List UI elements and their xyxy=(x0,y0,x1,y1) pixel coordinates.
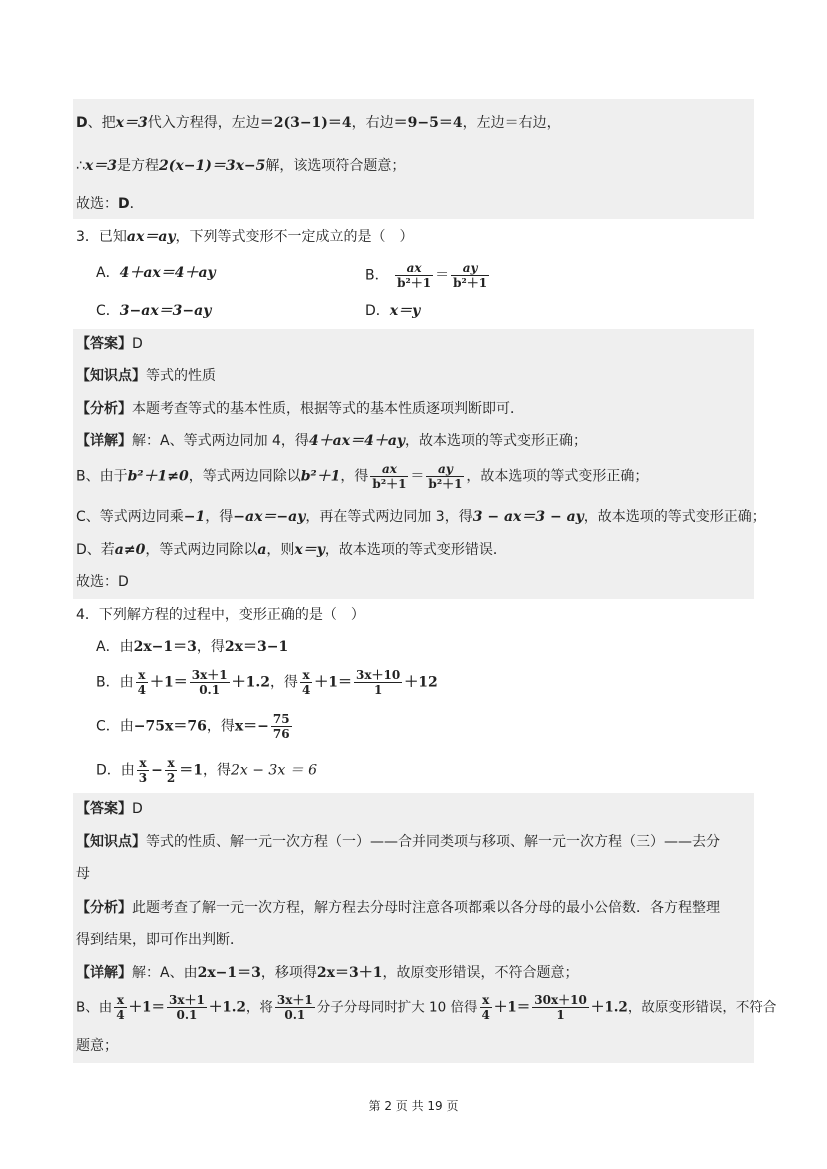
detail-line: 【详解】解：A、等式两边同加 4，得4＋ax＝4＋ay，故本选项的等式变形正确； xyxy=(76,433,588,449)
question-4-stem: 4．下列解方程的过程中，变形正确的是（ ） xyxy=(76,607,365,623)
choose-line: 故选：D xyxy=(76,574,129,590)
answer-line: 【答案】D xyxy=(76,336,143,352)
fraction: $\frac{ay}{\text{b²＋1}}$ xyxy=(428,462,463,491)
fraction: $\frac{ax}{\text{b²＋1}}$ xyxy=(397,261,432,290)
option-c: C．3−ax＝3−ay xyxy=(96,303,212,319)
analysis-line-cont: 得到结果，即可作出判断． xyxy=(76,932,244,948)
detail-line: 【详解】解：A、由2x−1＝3，移项得2x＝3＋1，故原变形错误，不符合题意； xyxy=(76,965,579,981)
page-footer: 第 2 页 共 19 页 xyxy=(368,1099,459,1113)
fraction: $\frac{ay}{\text{b²＋1}}$ xyxy=(453,261,488,290)
knowledge-line: 【知识点】等式的性质 xyxy=(76,368,216,384)
option-b: B． $\frac{ax}{\text{b²＋1}}$ ＝ $\frac{ay}{\text{b²＋1}}$ xyxy=(365,261,488,290)
fraction: $\frac{30x+10}{1}$ xyxy=(534,993,587,1022)
fraction: $\frac{3x+1}{0.1}$ xyxy=(169,993,205,1022)
detail-line: D、若a≠0，等式两边同除以a，则x＝y，故本选项的等式变形错误． xyxy=(76,542,507,558)
detail-line: C、等式两边同乘−1，得−ax＝−ay，再在等式两边同加 3，得3 − ax＝3 − ay，故本选项的等式变形正确； xyxy=(76,509,766,525)
option-a: A．4＋ax＝4＋ay xyxy=(96,265,216,281)
detail-line-cont: 题意； xyxy=(76,1038,118,1054)
option-b: B．由 $\frac{x}{4}$ ＋1＝ $\frac{3x+1}{0.1}$ ＋1.2，得 $\frac{x}{4}$ ＋1＝ $\frac{3x+10}{1}$ ＋12 xyxy=(96,668,438,697)
fraction: $\frac{3x+1}{0.1}$ xyxy=(276,993,313,1022)
solution-line: ∴x＝3是方程2(x−1)＝3x−5解，该选项符合题意； xyxy=(76,158,406,174)
analysis-line: 【分析】本题考查等式的基本性质，根据等式的基本性质逐项判断即可． xyxy=(76,401,524,417)
analysis-line: 【分析】此题考查了解一元一次方程，解方程去分母时注意各项都乘以各分母的最小公倍数．各方程整理 xyxy=(76,900,720,916)
fraction: $\frac{ax}{\text{b²＋1}}$ xyxy=(372,462,407,491)
knowledge-line-cont: 母 xyxy=(76,866,90,882)
option-d: D．由 $\frac{x}{3}$ − $\frac{x}{2}$ ＝1，得2x − 3x ＝ 6 xyxy=(96,756,318,785)
fraction: $\frac{x}{4}$ xyxy=(116,993,125,1022)
fraction: $\frac{x}{4}$ xyxy=(481,993,490,1022)
fraction: $\frac{3x+1}{0.1}$ xyxy=(191,668,228,697)
knowledge-line: 【知识点】等式的性质、解一元一次方程（一）——合并同类项与移项、解一元一次方程（三）——去分 xyxy=(76,834,720,850)
option-a: A．由2x−1＝3，得2x＝3−1 xyxy=(96,639,289,655)
answer-line: 【答案】D xyxy=(76,801,143,817)
fraction: $\frac{x}{2}$ xyxy=(166,756,176,785)
solution-line: D、把x＝3代入方程得，左边＝2(3−1)＝4，右边＝9−5＝4，左边＝右边， xyxy=(76,115,561,131)
fraction: $\frac{x}{3}$ xyxy=(138,756,148,785)
detail-line: B、由 $\frac{x}{4}$ ＋1＝ $\frac{3x+1}{0.1}$ ＋1.2，将 $\frac{3x+1}{0.1}$ 分子分母同时扩大 10 倍得 $\frac{x}{4}$ ＋1＝ $\frac{30x+10}{1}$ ＋1.2，故原变形错误，不符合 xyxy=(76,993,777,1022)
option-d: D．x＝y xyxy=(365,303,421,319)
fraction: $\frac{3x+10}{1}$ xyxy=(356,668,401,697)
fraction: $\frac{75}{76}$ xyxy=(272,712,290,741)
fraction: $\frac{x}{4}$ xyxy=(137,668,146,697)
question-3-stem: 3．已知ax＝ay，下列等式变形不一定成立的是（ ） xyxy=(76,229,414,245)
choose-line: 故选：D． xyxy=(76,196,144,212)
detail-line: B、由于b²＋1≠0，等式两边同除以b²＋1，得 $\frac{ax}{\text{b²＋1}}$ ＝ $\frac{ay}{\text{b²＋1}}$ ，故本选项的等式变形正确； xyxy=(76,462,649,491)
fraction: $\frac{x}{4}$ xyxy=(301,668,311,697)
option-c: C．由−75x＝76，得x＝− $\frac{75}{76}$ xyxy=(96,712,290,741)
